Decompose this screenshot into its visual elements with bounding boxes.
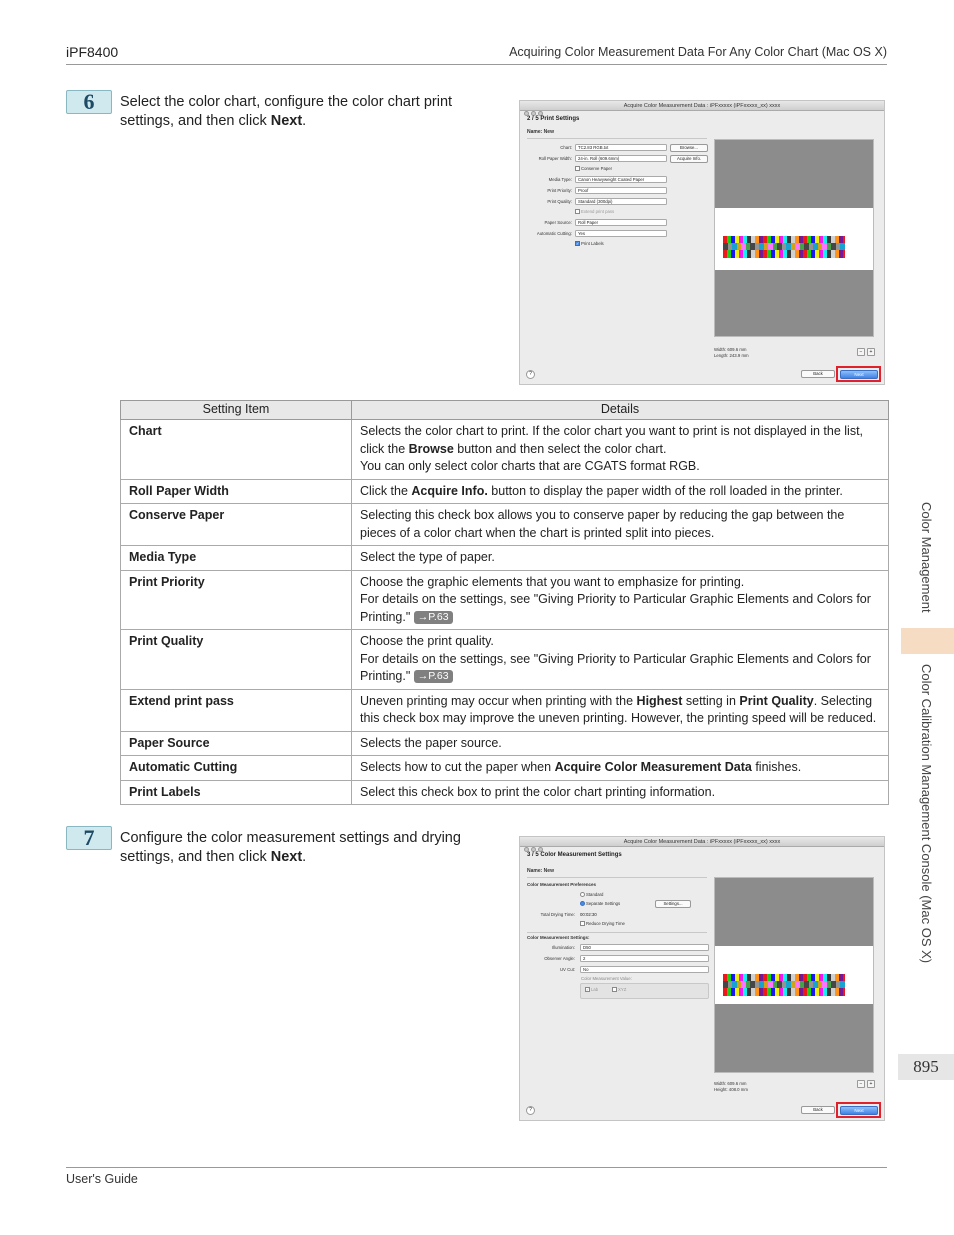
media-type-label: Media Type: <box>548 177 572 182</box>
setting-item: Extend print pass <box>121 689 352 731</box>
back-button[interactable]: Back <box>801 1106 835 1114</box>
back-button[interactable]: Back <box>801 370 835 378</box>
paper-source-row <box>520 219 720 227</box>
setting-item: Chart <box>121 420 352 480</box>
preview-height: Height: 408.0 mm <box>714 1087 748 1092</box>
table-row <box>121 546 889 571</box>
column-header-setting-item: Setting Item <box>121 401 352 420</box>
print-priority-row <box>520 187 720 195</box>
side-tab-chapter[interactable]: Color Management <box>919 502 934 613</box>
setting-item: Print Labels <box>121 780 352 805</box>
setting-details: Uneven printing may occur when printing with the Highest setting in Print Quality. Selecting this check box may improve the uneven printing. However, the printing speed will be reduced. <box>352 689 889 731</box>
table-row <box>121 689 889 731</box>
dialog-step-heading: 3 / 5 Color Measurement Settings <box>527 852 622 858</box>
setting-item: Paper Source <box>121 731 352 756</box>
header-divider <box>66 64 887 65</box>
step-7-badge: 7 <box>66 826 112 850</box>
product-model: iPF8400 <box>66 44 119 60</box>
page-reference-link[interactable]: →P.63 <box>414 670 453 683</box>
setting-item: Conserve Paper <box>121 504 352 546</box>
table-row <box>121 731 889 756</box>
side-tab-section[interactable]: Color Calibration Management Console (Mac OS X) <box>919 664 934 964</box>
dialog-titlebar <box>520 101 884 111</box>
acquire-info-button[interactable]: Acquire Info. <box>670 155 708 163</box>
side-tab-marker <box>901 628 954 654</box>
illumination-row <box>520 944 720 952</box>
step-6-instruction: Select the color chart, configure the color chart print settings, and then click Next. <box>120 94 453 129</box>
separate-settings-radio[interactable]: Separate Settings <box>580 901 620 906</box>
chart-label: Chart: <box>560 145 572 150</box>
print-labels-checkbox[interactable]: ✓ Print Labels <box>576 241 604 247</box>
roll-width-select[interactable]: 24-in. Roll (609.6mm) <box>575 155 667 162</box>
table-header-row <box>121 401 889 420</box>
browse-button[interactable]: Browse... <box>670 144 708 152</box>
uv-cut-select[interactable]: No <box>580 966 709 973</box>
uv-cut-row <box>520 966 720 974</box>
dialog-step-heading: 2 / 5 Print Settings <box>527 116 580 122</box>
paper-source-label: Paper Source: <box>544 220 572 225</box>
color-patches-preview <box>723 974 845 996</box>
dialog-titlebar <box>520 837 884 847</box>
auto-cutting-row <box>520 230 720 238</box>
table-row <box>121 420 889 480</box>
chart-preview <box>714 877 874 1073</box>
setting-details: Choose the print quality. For details on the settings, see "Giving Priority to Particular Graphic Elements and Colors for Printing." →P.63 <box>352 630 889 690</box>
observer-angle-label: Observer Angle: <box>544 956 575 961</box>
preview-gray-area-top <box>715 140 873 208</box>
color-patches-preview <box>723 236 845 258</box>
setting-details: Select this check box to print the color chart printing information. <box>352 780 889 805</box>
settings-button[interactable]: Settings... <box>655 900 691 908</box>
footer-divider <box>66 1167 887 1168</box>
table-row <box>121 756 889 781</box>
chart-preview <box>714 139 874 337</box>
page-number: 895 <box>898 1054 954 1080</box>
table-row <box>121 504 889 546</box>
print-priority-label: Print Priority: <box>547 188 572 193</box>
table-row <box>121 780 889 805</box>
help-icon[interactable]: ? <box>526 370 535 379</box>
observer-angle-row <box>520 955 720 963</box>
drying-time-value: 00:02:30 <box>580 912 597 917</box>
setting-item: Roll Paper Width <box>121 479 352 504</box>
extend-print-pass-checkbox[interactable]: Extend print pass <box>575 209 614 214</box>
dialog-title: Acquire Color Measurement Data : iPFxxxxx (iPFxxxxx_xx) xxxx <box>623 839 781 845</box>
observer-angle-select[interactable]: 2 <box>580 955 709 962</box>
setting-details: Click the Acquire Info. button to display the paper width of the roll loaded in the printer. <box>352 479 889 504</box>
roll-width-label: Roll Paper Width: <box>538 156 572 161</box>
zoom-in-icon[interactable]: + <box>867 1080 875 1088</box>
print-settings-dialog-screenshot <box>519 100 885 385</box>
dialog-divider <box>527 932 707 933</box>
prefs-heading: Color Measurement Preferences <box>527 882 597 887</box>
section-title: Acquiring Color Measurement Data For Any Color Chart (Mac OS X) <box>509 45 887 59</box>
settings-table <box>120 400 889 805</box>
drying-time-row <box>520 911 720 919</box>
preview-gray-area-bottom <box>715 270 873 336</box>
dialog-title: Acquire Color Measurement Data : iPFxxxxx (iPFxxxxx_xx) xxxx <box>623 103 781 109</box>
next-button-highlight <box>836 1102 881 1118</box>
drying-time-label: Total Drying Time: <box>540 912 575 917</box>
xyz-checkbox[interactable]: XYZ <box>612 987 626 992</box>
column-header-details: Details <box>352 401 889 420</box>
cm-settings-heading: Color Measurement Settings: <box>527 935 590 940</box>
print-priority-select[interactable]: Proof <box>575 187 667 194</box>
setting-item: Print Priority <box>121 570 352 630</box>
cm-value-group <box>580 983 709 999</box>
paper-source-select[interactable]: Roll Paper <box>575 219 667 226</box>
conserve-paper-checkbox[interactable]: Conserve Paper <box>575 166 612 171</box>
media-type-select[interactable]: Canon Heavyweight Coated Paper <box>575 176 667 183</box>
lab-checkbox[interactable]: ✓ Lab <box>586 987 599 993</box>
cm-value-label: Color Measurement Value: <box>581 976 632 981</box>
setting-item: Automatic Cutting <box>121 756 352 781</box>
zoom-in-icon[interactable]: + <box>867 348 875 356</box>
setting-details: Selects the color chart to print. If the color chart you want to print is not displayed in the list, click the Browse button and then select the color chart. You can only select color charts that are CGATS format RGB. <box>352 420 889 480</box>
print-quality-row <box>520 198 720 206</box>
print-quality-select[interactable]: Standard (300dpi) <box>575 198 667 205</box>
page-reference-link[interactable]: →P.63 <box>414 611 453 624</box>
next-button[interactable]: Next <box>840 370 878 379</box>
illumination-select[interactable]: D50 <box>580 944 709 951</box>
setting-details: Select the type of paper. <box>352 546 889 571</box>
preview-width: Width: 609.6 mm <box>714 347 747 352</box>
preview-gray-area-bottom <box>715 1004 873 1072</box>
dialog-divider <box>527 138 707 139</box>
uv-cut-label: UV Cut: <box>559 967 575 972</box>
table-row <box>121 479 889 504</box>
dialog-name-line: Name: New <box>527 129 554 135</box>
print-quality-label: Print Quality: <box>547 199 572 204</box>
step-7-instruction: Configure the color measurement settings and drying settings, and then click Next. <box>120 830 461 865</box>
table-row <box>121 630 889 690</box>
dialog-name-line: Name: New <box>527 868 554 874</box>
step-6-badge: 6 <box>66 90 112 114</box>
next-button-highlight <box>836 366 881 382</box>
auto-cutting-select[interactable]: Yes <box>575 230 667 237</box>
zoom-out-icon[interactable]: − <box>857 1080 865 1088</box>
setting-details: Selecting this check box allows you to conserve paper by reducing the gap between the pieces of a color chart when the chart is printed split into pieces. <box>352 504 889 546</box>
auto-cutting-label: Automatic Cutting: <box>536 231 572 236</box>
preview-width: Width: 609.6 mm <box>714 1081 747 1086</box>
setting-details: Selects how to cut the paper when Acquire Color Measurement Data finishes. <box>352 756 889 781</box>
table-row <box>121 570 889 630</box>
preview-gray-area-top <box>715 878 873 946</box>
chart-select[interactable]: TC2.83 RGB.txt <box>575 144 667 151</box>
media-type-row <box>520 176 720 184</box>
reduce-drying-checkbox[interactable]: Reduce Drying Time <box>580 921 625 926</box>
dialog-divider <box>527 877 707 878</box>
next-button[interactable]: Next <box>840 1106 878 1115</box>
illumination-label: Illumination: <box>552 945 575 950</box>
standard-radio[interactable]: Standard <box>580 892 603 897</box>
footer-guide-title: User's Guide <box>66 1172 138 1186</box>
setting-details: Selects the paper source. <box>352 731 889 756</box>
setting-details: Choose the graphic elements that you want to emphasize for printing. For details on the settings, see "Giving Priority to Particular Graphic Elements and Colors for Printing." →P.63 <box>352 570 889 630</box>
help-icon[interactable]: ? <box>526 1106 535 1115</box>
color-measurement-dialog-screenshot <box>519 836 885 1121</box>
preview-length: Length: 243.9 mm <box>714 353 749 358</box>
zoom-out-icon[interactable]: − <box>857 348 865 356</box>
setting-item: Print Quality <box>121 630 352 690</box>
setting-item: Media Type <box>121 546 352 571</box>
